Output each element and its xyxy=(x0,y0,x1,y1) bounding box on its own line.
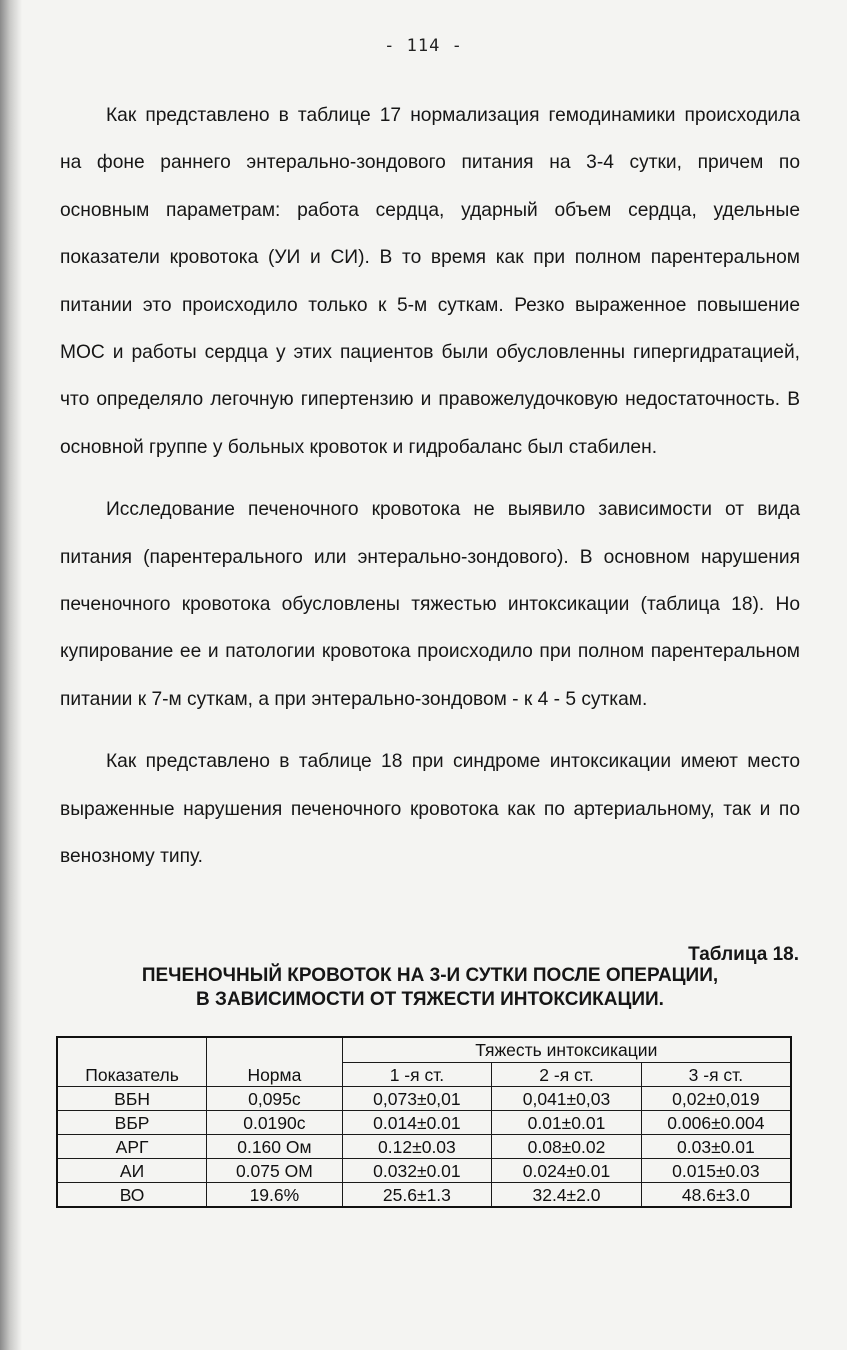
header-degree-3: 3 -я ст. xyxy=(641,1063,791,1087)
table-row xyxy=(57,1135,791,1159)
cell-degree-3: 0.03±0.01 xyxy=(641,1135,791,1159)
liver-blood-flow-table xyxy=(56,1036,792,1208)
table-title xyxy=(60,964,800,1012)
paragraph-2: Исследование печеночного кровотока не выявило зависимости от вида питания (парентерального или энтерально-зондового). В основном нарушения печеночного кровотока обусловлены тяжестью интоксикации (таблица 18). Но купирование ее и патологии кровотока происходило при полном парентеральном питании к 7-м суткам, а при энтерально-зондовом - к 4 - 5 суткам. xyxy=(60,499,800,710)
body-text xyxy=(60,92,800,881)
cell-degree-1: 25.6±1.3 xyxy=(342,1183,492,1208)
header-indicator: Показатель xyxy=(57,1037,207,1087)
cell-norm: 19.6% xyxy=(207,1183,343,1208)
cell-norm: 0.0190с xyxy=(207,1111,343,1135)
page-gutter-shadow xyxy=(0,0,22,1350)
cell-degree-1: 0,073±0,01 xyxy=(342,1087,492,1111)
cell-degree-1: 0.014±0.01 xyxy=(342,1111,492,1135)
table-title-line-1: ПЕЧЕНОЧНЫЙ КРОВОТОК НА 3-И СУТКИ ПОСЛЕ ОПЕРАЦИИ, xyxy=(141,965,719,986)
cell-degree-2: 0.01±0.01 xyxy=(492,1111,642,1135)
cell-degree-3: 48.6±3.0 xyxy=(641,1183,791,1208)
cell-degree-2: 0,041±0,03 xyxy=(492,1087,642,1111)
cell-degree-3: 0.006±0.004 xyxy=(641,1111,791,1135)
cell-degree-3: 0.015±0.03 xyxy=(641,1159,791,1183)
header-norm: Норма xyxy=(207,1037,343,1087)
table-row xyxy=(57,1159,791,1183)
table-row xyxy=(57,1111,791,1135)
page-number: - 114 - xyxy=(384,36,463,56)
cell-indicator: АРГ xyxy=(57,1135,207,1159)
cell-norm: 0.075 ОМ xyxy=(207,1159,343,1183)
paragraph-3: Как представлено в таблице 18 при синдроме интоксикации имеют место выраженные нарушения печеночного кровотока как по артериальному, так и по венозному типу. xyxy=(60,751,800,868)
table-caption: Таблица 18. xyxy=(688,944,799,965)
cell-degree-1: 0.032±0.01 xyxy=(342,1159,492,1183)
cell-norm: 0,095с xyxy=(207,1087,343,1111)
cell-degree-2: 0.024±0.01 xyxy=(492,1159,642,1183)
cell-degree-2: 0.08±0.02 xyxy=(492,1135,642,1159)
table-row xyxy=(57,1087,791,1111)
header-degree-1: 1 -я ст. xyxy=(342,1063,492,1087)
cell-degree-1: 0.12±0.03 xyxy=(342,1135,492,1159)
header-severity-group: Тяжесть интоксикации xyxy=(342,1037,791,1063)
cell-indicator: ВБН xyxy=(57,1087,207,1111)
cell-degree-3: 0,02±0,019 xyxy=(641,1087,791,1111)
cell-degree-2: 32.4±2.0 xyxy=(492,1183,642,1208)
table-title-line-2: В ЗАВИСИМОСТИ ОТ ТЯЖЕСТИ ИНТОКСИКАЦИИ. xyxy=(196,989,664,1010)
table-row xyxy=(57,1183,791,1208)
paragraph-1: Как представлено в таблице 17 нормализация гемодинамики происходила на фоне раннего энтерально-зондового питания на 3-4 сутки, причем по основным параметрам: работа сердца, ударный объем сердца, удельные показатели кровотока (УИ и СИ). В то время как при полном парентеральном питании это происходило только к 5-м суткам. Резко выраженное повышение МОС и работы сердца у этих пациентов были обусловленны гипергидратацией, что определяло легочную гипертензию и правожелудочковую недостаточность. В основной группе у больных кровоток и гидробаланс был стабилен. xyxy=(60,105,800,458)
cell-indicator: ВБР xyxy=(57,1111,207,1135)
cell-norm: 0.160 Ом xyxy=(207,1135,343,1159)
header-degree-2: 2 -я ст. xyxy=(492,1063,642,1087)
cell-indicator: АИ xyxy=(57,1159,207,1183)
cell-indicator: ВО xyxy=(57,1183,207,1208)
